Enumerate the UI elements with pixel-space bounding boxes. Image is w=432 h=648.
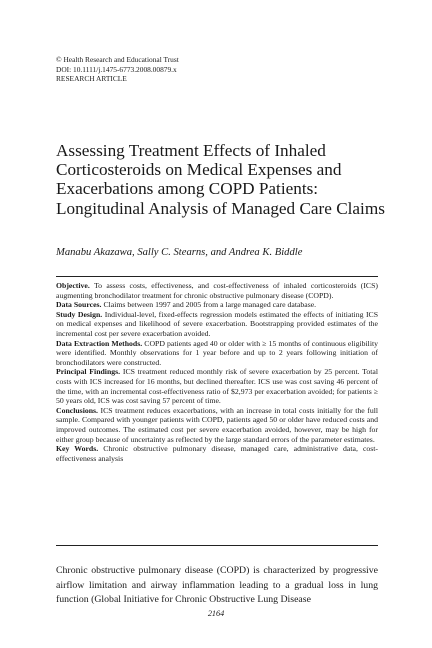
page-number: 2164: [207, 609, 225, 618]
body-paragraph: Chronic obstructive pulmonary disease (COPD) is characterized by progressive airflow limitation and airway inflammation leading to a gradual loss in lung function (Global Initiative for Chronic Obstructive Lung Disease: [56, 565, 378, 605]
article-title: Assessing Treatment Effects of Inhaled Corticosteroids on Medical Expenses and Exacerbations among COPD Patients: Longitudinal Analysis of Managed Care Claims: [56, 141, 385, 218]
abstract-objective: [56, 281, 378, 300]
section-label: Data Extraction Methods.: [56, 338, 143, 348]
abstract-data-sources: [56, 300, 378, 310]
abstract-conclusions: [56, 406, 378, 444]
section-label: Data Sources.: [56, 300, 102, 310]
abstract-principal-findings: [56, 367, 378, 405]
abstract-study-design: [56, 310, 378, 339]
section-label: Principal Findings.: [56, 367, 121, 377]
abstract: [56, 281, 378, 463]
section-label: Study Design.: [56, 309, 103, 319]
section-label: Objective.: [56, 281, 90, 290]
section-text: Chronic obstructive pulmonary disease, managed care, administrative data, cost-effectiveness analysis: [56, 444, 379, 463]
doi-line: DOI: 10.1111/j.1475-6773.2008.00879.x: [56, 64, 177, 74]
section-text: To assess costs, effectiveness, and cost-effectiveness of inhaled corticosteroids (ICS) augmenting bronchodilator treatment for chronic obstructive pulmonary disease (COPD).: [56, 281, 378, 300]
section-text: ICS treatment reduced monthly risk of severe exacerbation by 25 percent. Total costs with ICS increased for 16 months, but declined thereafter. ICS use was cost saving 46 percent of the time, with an incremental cost-effectiveness ratio of $2,973 per exacerbation avoided; for patients ≥ 50 years old, ICS was cost saving 57 percent of time.: [56, 367, 379, 406]
abstract-top-rule: [56, 276, 378, 277]
article-header: [56, 55, 179, 84]
abstract-key-words: [56, 444, 378, 463]
section-text: Claims between 1997 and 2005 from a large managed care database.: [103, 300, 317, 310]
section-text: COPD patients aged 40 or older with ≥ 15 months of continuous eligibility were identified. Monthly observations for 1 year before and up to 2 years following initiation of bronchodilators were constructed.: [56, 338, 379, 367]
abstract-data-extraction: [56, 339, 378, 368]
author-list: Manabu Akazawa, Sally C. Stearns, and Andrea K. Biddle: [56, 247, 303, 258]
section-text: Individual-level, fixed-effects regression models estimated the effects of initiating ICS on medical expenses and likelihood of severe exacerbation. Bootstrapping provided estimates of the incremental cost per severe exacerbation avoided.: [56, 309, 379, 338]
copyright-line: © Health Research and Educational Trust: [56, 55, 179, 64]
section-text: ICS treatment reduces exacerbations, with an increase in total costs initially for the full sample. Compared with younger patients with COPD, patients aged 50 or older have reduced costs and improved outcomes. The estimated cost per severe exacerbation avoided, however, may be high for either group because of uncertainty as reflected by the large standard errors of the parameter estimates.: [56, 405, 379, 444]
section-label: Key Words.: [56, 444, 99, 454]
abstract-bottom-rule: [56, 545, 378, 546]
section-label: Conclusions.: [56, 405, 98, 415]
article-type: RESEARCH ARTICLE: [56, 74, 127, 84]
